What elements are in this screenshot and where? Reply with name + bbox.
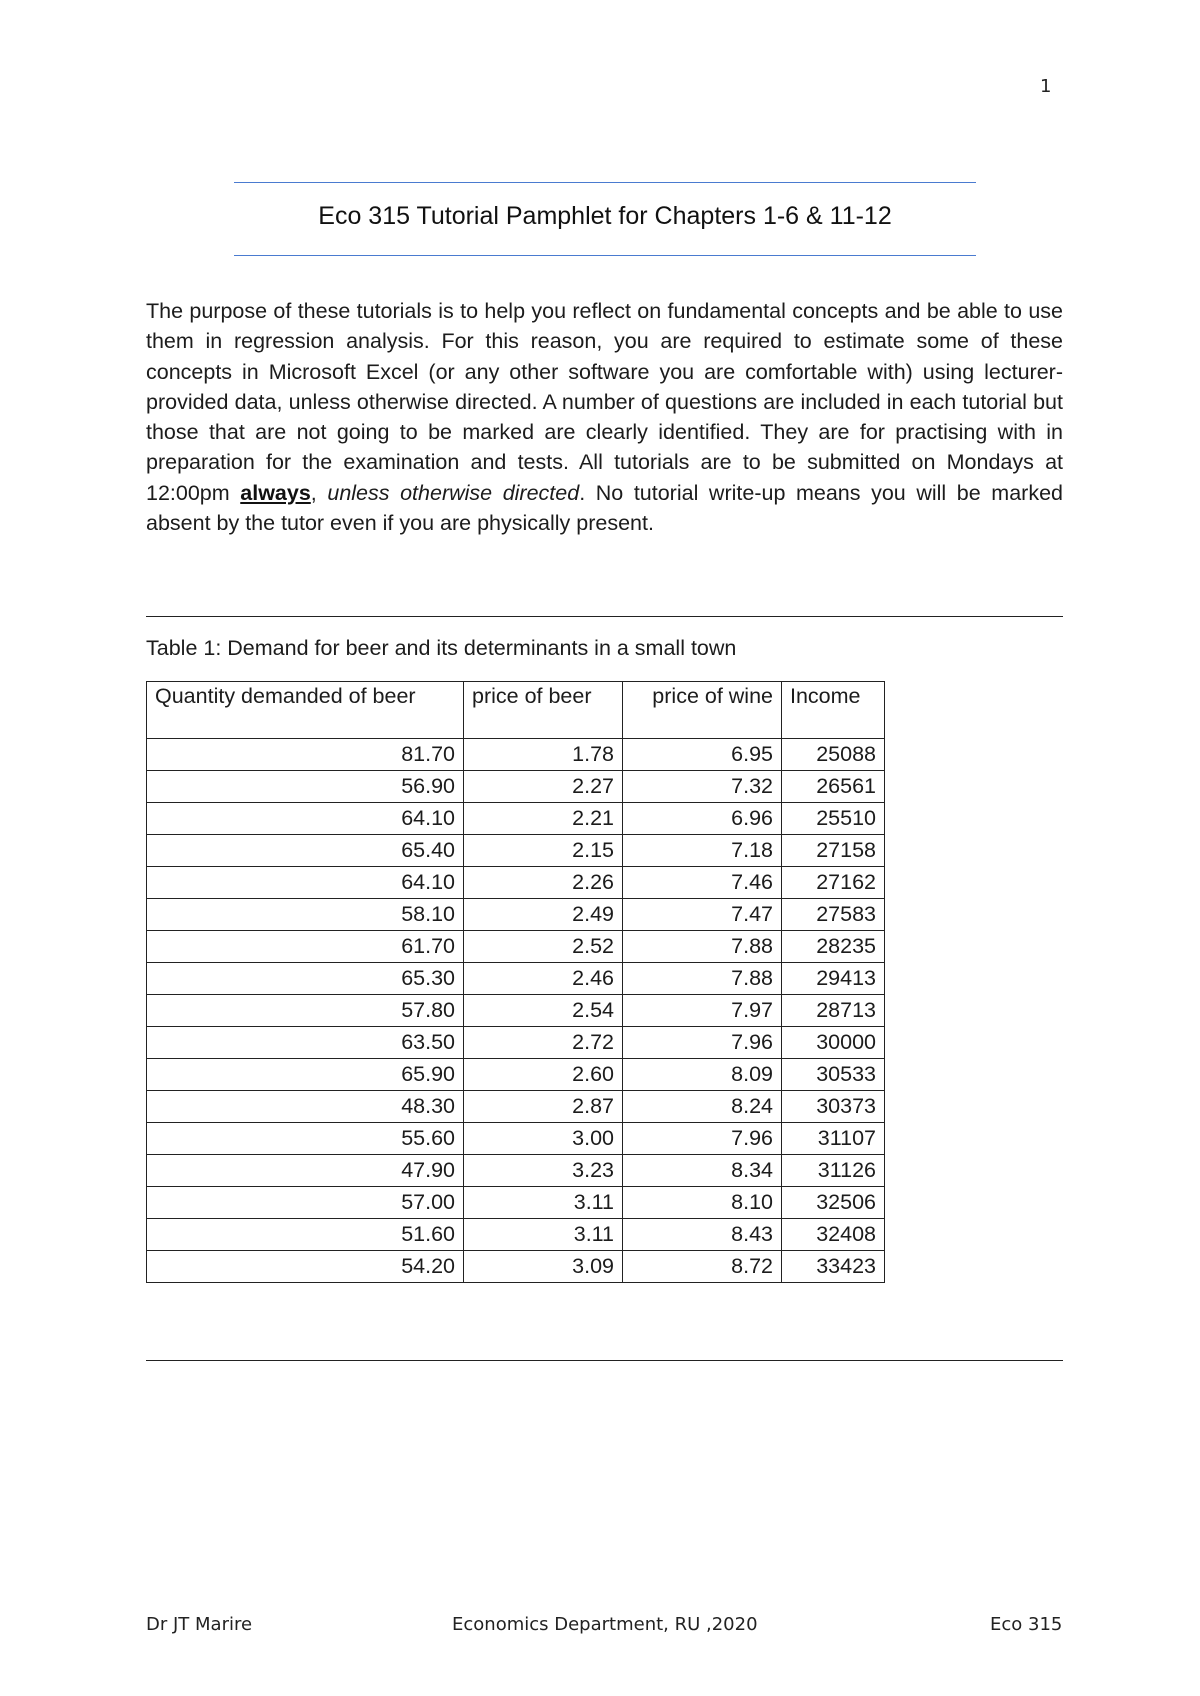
price-wine-cell: 6.95 [623,739,782,771]
footer-author: Dr JT Marire [146,1614,253,1635]
price-wine-cell: 7.97 [623,995,782,1027]
table-row [147,1187,885,1219]
quantity-cell: 64.10 [147,803,464,835]
table-row [147,899,885,931]
beer-demand-table [146,681,885,1283]
quantity-cell: 61.70 [147,931,464,963]
income-cell: 30000 [782,1027,885,1059]
price-beer-cell: 2.15 [464,835,623,867]
quantity-cell: 51.60 [147,1219,464,1251]
quantity-cell: 63.50 [147,1027,464,1059]
income-cell: 27162 [782,867,885,899]
title-top-rule [234,182,976,183]
table-row [147,771,885,803]
quantity-cell: 81.70 [147,739,464,771]
header-price-of-wine: price of wine [623,682,782,739]
price-wine-cell: 6.96 [623,803,782,835]
price-beer-cell: 2.27 [464,771,623,803]
table-row [147,803,885,835]
price-wine-cell: 7.18 [623,835,782,867]
quantity-cell: 57.00 [147,1187,464,1219]
page-number: 1 [1040,76,1052,97]
table-row [147,1219,885,1251]
table-row [147,995,885,1027]
table-caption: Table 1: Demand for beer and its determinants in a small town [146,636,737,660]
table-header-row [147,682,885,739]
table-row [147,1027,885,1059]
price-wine-cell: 7.46 [623,867,782,899]
price-beer-cell: 2.52 [464,931,623,963]
price-beer-cell: 3.23 [464,1155,623,1187]
income-cell: 27158 [782,835,885,867]
income-cell: 30533 [782,1059,885,1091]
table-row [147,867,885,899]
table-row [147,1123,885,1155]
footer-department: Economics Department, RU ,2020 [452,1614,758,1635]
income-cell: 32506 [782,1187,885,1219]
price-beer-cell: 3.11 [464,1187,623,1219]
intro-text-before: The purpose of these tutorials is to help you reflect on fundamental concepts and be able to use them in regression analysis. For this reason, you are required to estimate some of these concepts in Microsoft Excel (or any other software you are comfortable with) using lecturer-provided data, unless otherwise directed. A number of questions are included in each tutorial but those that are not going to be marked are clearly identified. They are for practising with in preparation for the examination and tests. All tutorials are to be submitted on Mondays at 12:00pm [146,299,1063,505]
income-cell: 32408 [782,1219,885,1251]
price-beer-cell: 2.54 [464,995,623,1027]
income-cell: 30373 [782,1091,885,1123]
price-beer-cell: 2.49 [464,899,623,931]
price-wine-cell: 8.43 [623,1219,782,1251]
income-cell: 27583 [782,899,885,931]
quantity-cell: 55.60 [147,1123,464,1155]
price-wine-cell: 7.96 [623,1123,782,1155]
quantity-cell: 64.10 [147,867,464,899]
income-cell: 33423 [782,1251,885,1283]
price-beer-cell: 2.21 [464,803,623,835]
footer-course: Eco 315 [990,1614,1063,1635]
table-row [147,963,885,995]
income-cell: 28713 [782,995,885,1027]
price-wine-cell: 7.47 [623,899,782,931]
intro-text-after: . No tutorial write-up means you will be marked absent by the tutor even if you are physically present. [146,480,1063,536]
price-wine-cell: 7.32 [623,771,782,803]
income-cell: 28235 [782,931,885,963]
income-cell: 26561 [782,771,885,803]
header-income: Income [782,682,885,739]
quantity-cell: 54.20 [147,1251,464,1283]
quantity-cell: 65.40 [147,835,464,867]
table-body [147,739,885,1283]
quantity-cell: 56.90 [147,771,464,803]
price-beer-cell: 1.78 [464,739,623,771]
price-beer-cell: 2.26 [464,867,623,899]
title-bottom-rule [234,255,976,256]
section-divider-top [146,616,1063,617]
price-beer-cell: 3.09 [464,1251,623,1283]
price-beer-cell: 2.72 [464,1027,623,1059]
price-wine-cell: 8.34 [623,1155,782,1187]
quantity-cell: 65.90 [147,1059,464,1091]
table-row [147,931,885,963]
price-wine-cell: 7.88 [623,963,782,995]
quantity-cell: 65.30 [147,963,464,995]
intro-paragraph [146,296,1063,538]
price-beer-cell: 3.11 [464,1219,623,1251]
income-cell: 25088 [782,739,885,771]
quantity-cell: 47.90 [147,1155,464,1187]
income-cell: 29413 [782,963,885,995]
quantity-cell: 57.80 [147,995,464,1027]
intro-comma: , [310,480,328,505]
price-wine-cell: 8.24 [623,1091,782,1123]
income-cell: 31107 [782,1123,885,1155]
income-cell: 31126 [782,1155,885,1187]
header-price-of-beer: price of beer [464,682,623,739]
table-row [147,739,885,771]
header-quantity-demanded: Quantity demanded of beer [147,682,464,739]
price-wine-cell: 8.09 [623,1059,782,1091]
table-row [147,1251,885,1283]
table-row [147,1155,885,1187]
price-beer-cell: 3.00 [464,1123,623,1155]
intro-emphasis-text: unless otherwise directed [327,480,580,505]
section-divider-bottom [146,1360,1063,1361]
price-wine-cell: 7.88 [623,931,782,963]
table-row [147,1091,885,1123]
document-title: Eco 315 Tutorial Pamphlet for Chapters 1-6 & 11-12 [318,202,892,230]
income-cell: 25510 [782,803,885,835]
table-row [147,835,885,867]
quantity-cell: 58.10 [147,899,464,931]
table-row [147,1059,885,1091]
price-wine-cell: 8.72 [623,1251,782,1283]
price-beer-cell: 2.46 [464,963,623,995]
quantity-cell: 48.30 [147,1091,464,1123]
price-wine-cell: 7.96 [623,1027,782,1059]
intro-strong-text: always [240,480,311,505]
price-beer-cell: 2.60 [464,1059,623,1091]
price-wine-cell: 8.10 [623,1187,782,1219]
price-beer-cell: 2.87 [464,1091,623,1123]
